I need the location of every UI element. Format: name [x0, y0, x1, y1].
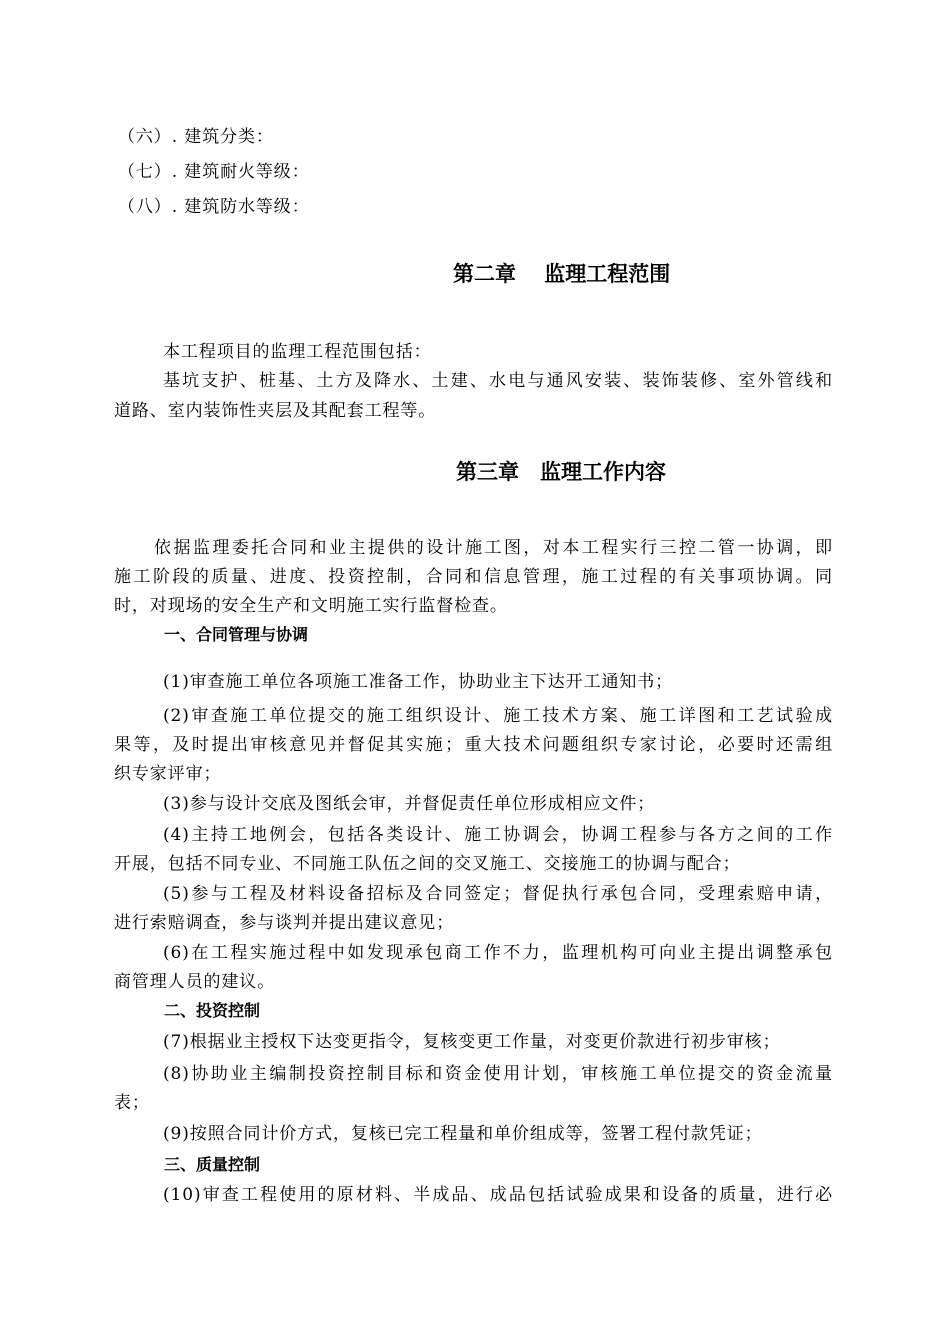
- fire-rating-item: （七）. 建筑耐火等级：: [118, 162, 310, 182]
- chapter-3-title: 第三章 监理工作内容: [456, 460, 666, 484]
- list-item: (1)审查施工单位各项施工准备工作，协助业主下达开工通知书；: [163, 672, 674, 692]
- list-item: (8)协助业主编制投资控制目标和资金使用计划，审核施工单位提交的资金流量: [163, 1064, 833, 1084]
- list-item: 进行索赔调查，参与谈判并提出建议意见；: [114, 913, 455, 933]
- list-item: (3)参与设计交底及图纸会审，并督促责任单位形成相应文件；: [163, 794, 656, 814]
- scope-text-line: 基坑支护、桩基、土方及降水、土建、水电与通风安装、装饰装修、室外管线和: [163, 371, 833, 391]
- list-item: 织专家评审；: [114, 764, 222, 784]
- scope-text-line: 道路、室内装饰性夹层及其配套工程等。: [114, 401, 437, 421]
- building-classification-item: （六）. 建筑分类：: [118, 127, 274, 147]
- list-item: (7)根据业主授权下达变更指令，复核变更工作量，对变更价款进行初步审核；: [163, 1032, 781, 1052]
- section-investment-control-heading: 二、投资控制: [164, 1001, 261, 1020]
- waterproof-rating-item: （八）. 建筑防水等级：: [118, 197, 310, 217]
- list-item: 表；: [114, 1093, 150, 1113]
- chapter-2-title: 第二章 监理工程范围: [453, 262, 671, 286]
- section-contract-management-heading: 一、合同管理与协调: [164, 625, 309, 644]
- intro-paragraph-line: 依据监理委托合同和业主提供的设计施工图，对本工程实行三控二管一协调，即: [154, 538, 833, 558]
- list-item: (6)在工程实施过程中如发现承包商工作不力，监理机构可向业主提出调整承包: [163, 943, 833, 963]
- list-item: (2)审查施工单位提交的施工组织设计、施工技术方案、施工详图和工艺试验成: [163, 706, 833, 726]
- section-quality-control-heading: 三、质量控制: [164, 1155, 261, 1174]
- scope-intro: 本工程项目的监理工程范围包括：: [163, 342, 432, 362]
- list-item: (9)按照合同计价方式，复核已完工程量和单价组成等，签署工程付款凭证；: [163, 1124, 763, 1144]
- intro-paragraph-line: 时，对现场的安全生产和文明施工实行监督检查。: [114, 596, 508, 616]
- list-item: 开展，包括不同专业、不同施工队伍之间的交叉施工、交接施工的协调与配合；: [114, 854, 741, 874]
- list-item: (5)参与工程及材料设备招标及合同签定；督促执行承包合同，受理索赔申请，: [163, 884, 833, 904]
- list-item: 果等，及时提出审核意见并督促其实施；重大技术问题组织专家讨论，必要时还需组: [114, 735, 833, 755]
- list-item: (10)审查工程使用的原材料、半成品、成品包括试验成果和设备的质量，进行必: [163, 1185, 833, 1205]
- list-item: (4)主持工地例会，包括各类设计、施工协调会，协调工程参与各方之间的工作: [163, 825, 833, 845]
- list-item: 商管理人员的建议。: [114, 972, 276, 992]
- intro-paragraph-line: 施工阶段的质量、进度、投资控制，合同和信息管理，施工过程的有关事项协调。同: [114, 567, 833, 587]
